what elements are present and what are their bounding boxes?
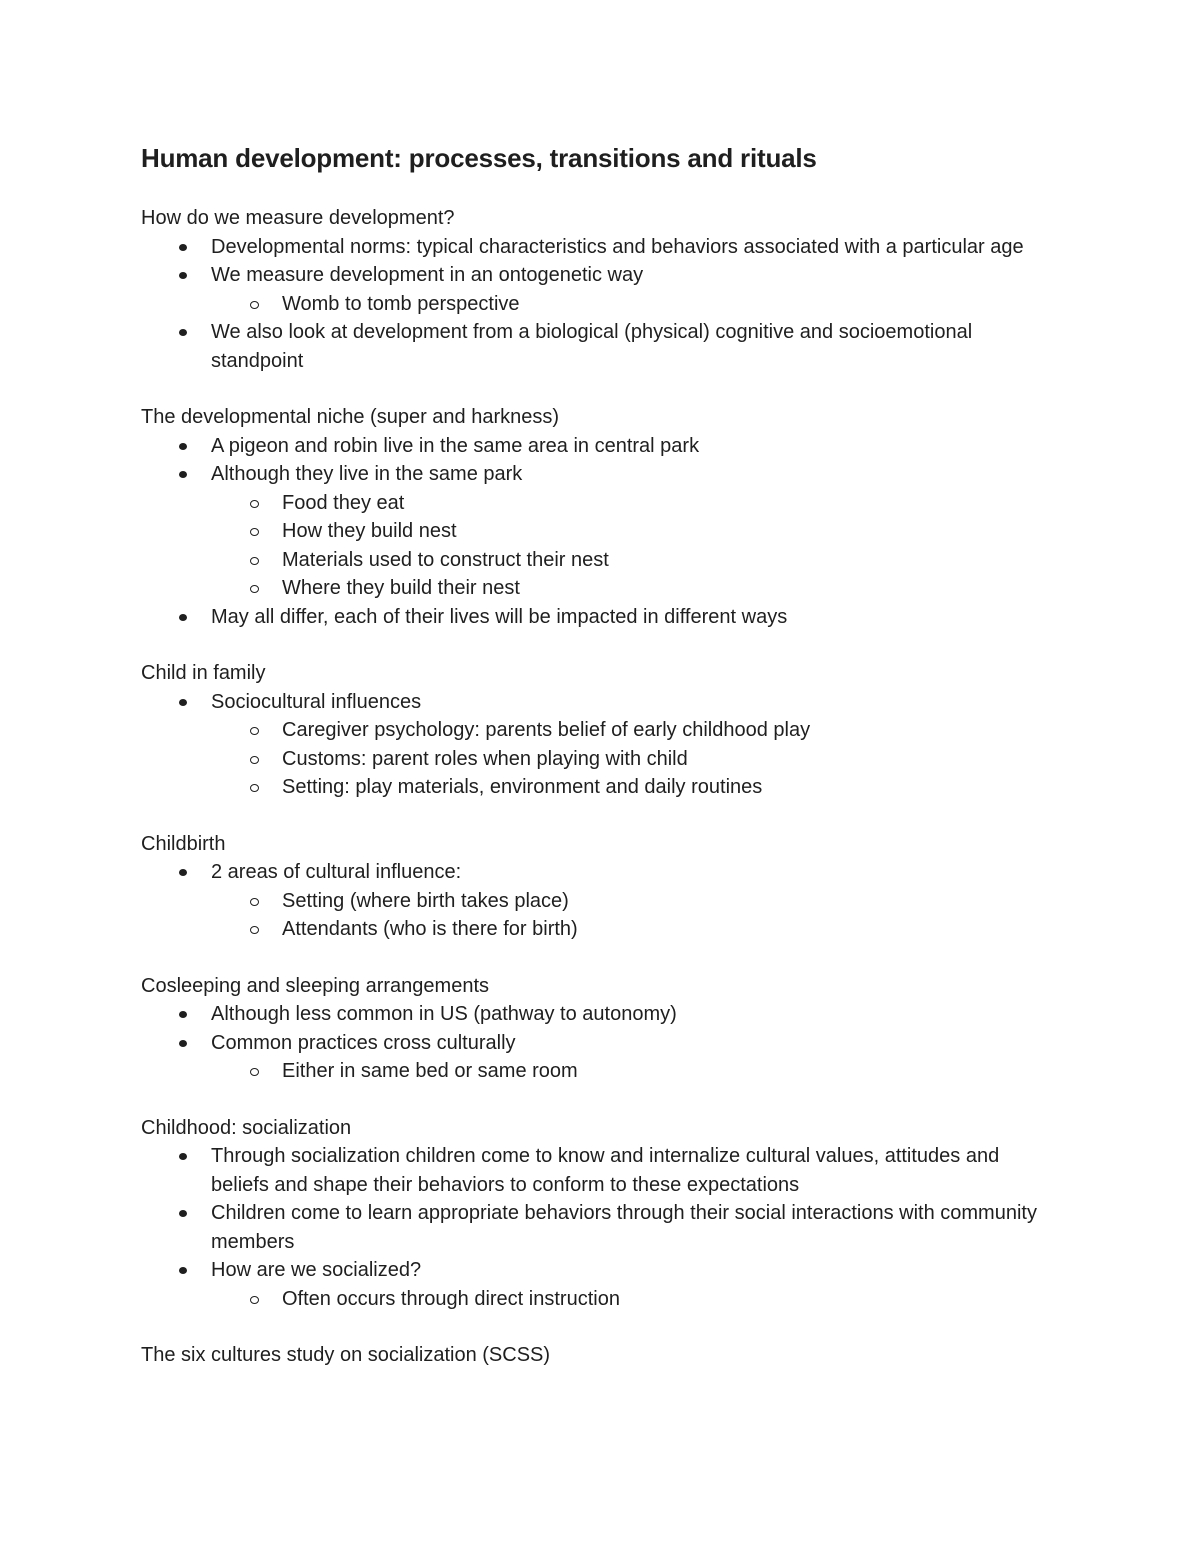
sub-bullet-text: Caregiver psychology: parents belief of early childhood play xyxy=(282,719,811,741)
hollow-bullet-icon xyxy=(250,756,259,764)
sub-bullet-text: Food they eat xyxy=(282,491,405,514)
bullet-text: Sociocultural influences xyxy=(211,690,422,713)
bullet-item xyxy=(141,318,1061,375)
section xyxy=(141,972,1061,1086)
sub-bullet-item xyxy=(141,546,1061,575)
sub-bullet-item xyxy=(141,745,1061,774)
section xyxy=(141,830,1061,944)
sub-bullet-list xyxy=(141,887,1061,944)
hollow-bullet-icon xyxy=(250,898,259,906)
sub-bullet-item xyxy=(141,517,1061,546)
filled-bullet-icon xyxy=(179,1011,187,1018)
sub-bullet-text: Often occurs through direct instruction xyxy=(282,1287,620,1310)
sub-bullet-list xyxy=(141,1285,1061,1314)
hollow-bullet-icon xyxy=(250,926,259,934)
hollow-bullet-icon xyxy=(250,528,259,536)
bullet-text: Although less common in US (pathway to autonomy) xyxy=(211,1003,677,1025)
hollow-bullet-icon xyxy=(250,500,259,508)
bullet-text: May all differ, each of their lives will be impacted in different ways xyxy=(211,605,788,628)
filled-bullet-icon xyxy=(179,329,187,336)
bullet-list xyxy=(141,432,1061,632)
hollow-bullet-icon xyxy=(250,557,259,565)
sub-bullet-list xyxy=(141,290,1061,319)
bullet-text: How are we socialized? xyxy=(211,1259,422,1281)
bullet-item xyxy=(141,261,1061,290)
bullet-item xyxy=(141,1199,1061,1256)
section xyxy=(141,1341,1061,1370)
hollow-bullet-icon xyxy=(250,784,259,792)
bullet-item xyxy=(141,233,1061,262)
sub-bullet-item xyxy=(141,915,1061,944)
sub-bullet-text: Setting: play materials, environment and daily routines xyxy=(282,776,763,798)
hollow-bullet-icon xyxy=(250,1068,259,1076)
title-spacer xyxy=(141,176,1061,204)
hollow-bullet-icon xyxy=(250,585,259,593)
sub-bullet-item xyxy=(141,290,1061,319)
bullet-text: We also look at development from a biological (physical) cognitive and socioemotional standpoint xyxy=(211,321,973,372)
section xyxy=(141,204,1061,375)
bullet-text: Children come to learn appropriate behaviors through their social interactions with community members xyxy=(211,1202,1037,1253)
bullet-list xyxy=(141,688,1061,802)
sub-bullet-item xyxy=(141,1285,1061,1314)
bullet-text: Common practices cross culturally xyxy=(211,1031,516,1054)
sub-bullet-item xyxy=(141,489,1061,518)
sections-container xyxy=(141,204,1061,1370)
bullet-item xyxy=(141,1029,1061,1058)
bullet-item xyxy=(141,460,1061,489)
section-heading: Childbirth xyxy=(141,832,226,855)
bullet-item xyxy=(141,432,1061,461)
bullet-list xyxy=(141,858,1061,944)
bullet-item xyxy=(141,1256,1061,1285)
bullet-item xyxy=(141,1142,1061,1199)
filled-bullet-icon xyxy=(179,1040,187,1047)
bullet-list xyxy=(141,1000,1061,1086)
sub-bullet-item xyxy=(141,773,1061,802)
filled-bullet-icon xyxy=(179,1153,187,1160)
filled-bullet-icon xyxy=(179,471,187,478)
bullet-list xyxy=(141,233,1061,376)
section-heading: Child in family xyxy=(141,662,266,684)
sub-bullet-item xyxy=(141,887,1061,916)
filled-bullet-icon xyxy=(179,1267,187,1274)
filled-bullet-icon xyxy=(179,244,187,251)
bullet-text: Developmental norms: typical characteristics and behaviors associated with a particular age xyxy=(211,235,1024,258)
sub-bullet-list xyxy=(141,1057,1061,1086)
section-heading: The developmental niche (super and harkness) xyxy=(141,406,560,428)
hollow-bullet-icon xyxy=(250,301,259,309)
sub-bullet-text: Womb to tomb perspective xyxy=(282,292,520,315)
sub-bullet-text: Materials used to construct their nest xyxy=(282,548,609,571)
section xyxy=(141,1114,1061,1314)
sub-bullet-item xyxy=(141,1057,1061,1086)
sub-bullet-text: Attendants (who is there for birth) xyxy=(282,918,578,940)
bullet-text: Although they live in the same park xyxy=(211,463,523,485)
filled-bullet-icon xyxy=(179,272,187,279)
hollow-bullet-icon xyxy=(250,727,259,735)
bullet-item xyxy=(141,1000,1061,1029)
bullet-item xyxy=(141,858,1061,887)
sub-bullet-item xyxy=(141,574,1061,603)
filled-bullet-icon xyxy=(179,699,187,706)
sub-bullet-item xyxy=(141,716,1061,745)
section xyxy=(141,659,1061,802)
section-heading: How do we measure development? xyxy=(141,207,455,229)
sub-bullet-text: Setting (where birth takes place) xyxy=(282,889,569,912)
filled-bullet-icon xyxy=(179,443,187,450)
filled-bullet-icon xyxy=(179,869,187,876)
sub-bullet-list xyxy=(141,489,1061,603)
bullet-text: We measure development in an ontogenetic way xyxy=(211,264,644,286)
hollow-bullet-icon xyxy=(250,1296,259,1304)
bullet-list xyxy=(141,1142,1061,1313)
bullet-text: A pigeon and robin live in the same area in central park xyxy=(211,434,700,457)
section-heading: Cosleeping and sleeping arrangements xyxy=(141,974,490,997)
bullet-text: Through socialization children come to know and internalize cultural values, attitudes and beliefs and shape their behaviors to conform to these expectations xyxy=(211,1145,1000,1196)
bullet-text: 2 areas of cultural influence: xyxy=(211,861,462,883)
filled-bullet-icon xyxy=(179,614,187,621)
sub-bullet-text: Customs: parent roles when playing with child xyxy=(282,747,688,770)
bullet-item xyxy=(141,688,1061,717)
document-page xyxy=(141,140,1061,1398)
bullet-item xyxy=(141,603,1061,632)
section-heading: Childhood: socialization xyxy=(141,1116,352,1139)
section xyxy=(141,403,1061,631)
sub-bullet-list xyxy=(141,716,1061,802)
document-title: Human development: processes, transitions and rituals xyxy=(141,143,817,173)
sub-bullet-text: Either in same bed or same room xyxy=(282,1060,578,1082)
sub-bullet-text: How they build nest xyxy=(282,520,457,542)
filled-bullet-icon xyxy=(179,1210,187,1217)
sub-bullet-text: Where they build their nest xyxy=(282,577,520,599)
section-heading: The six cultures study on socialization (SCSS) xyxy=(141,1344,551,1366)
